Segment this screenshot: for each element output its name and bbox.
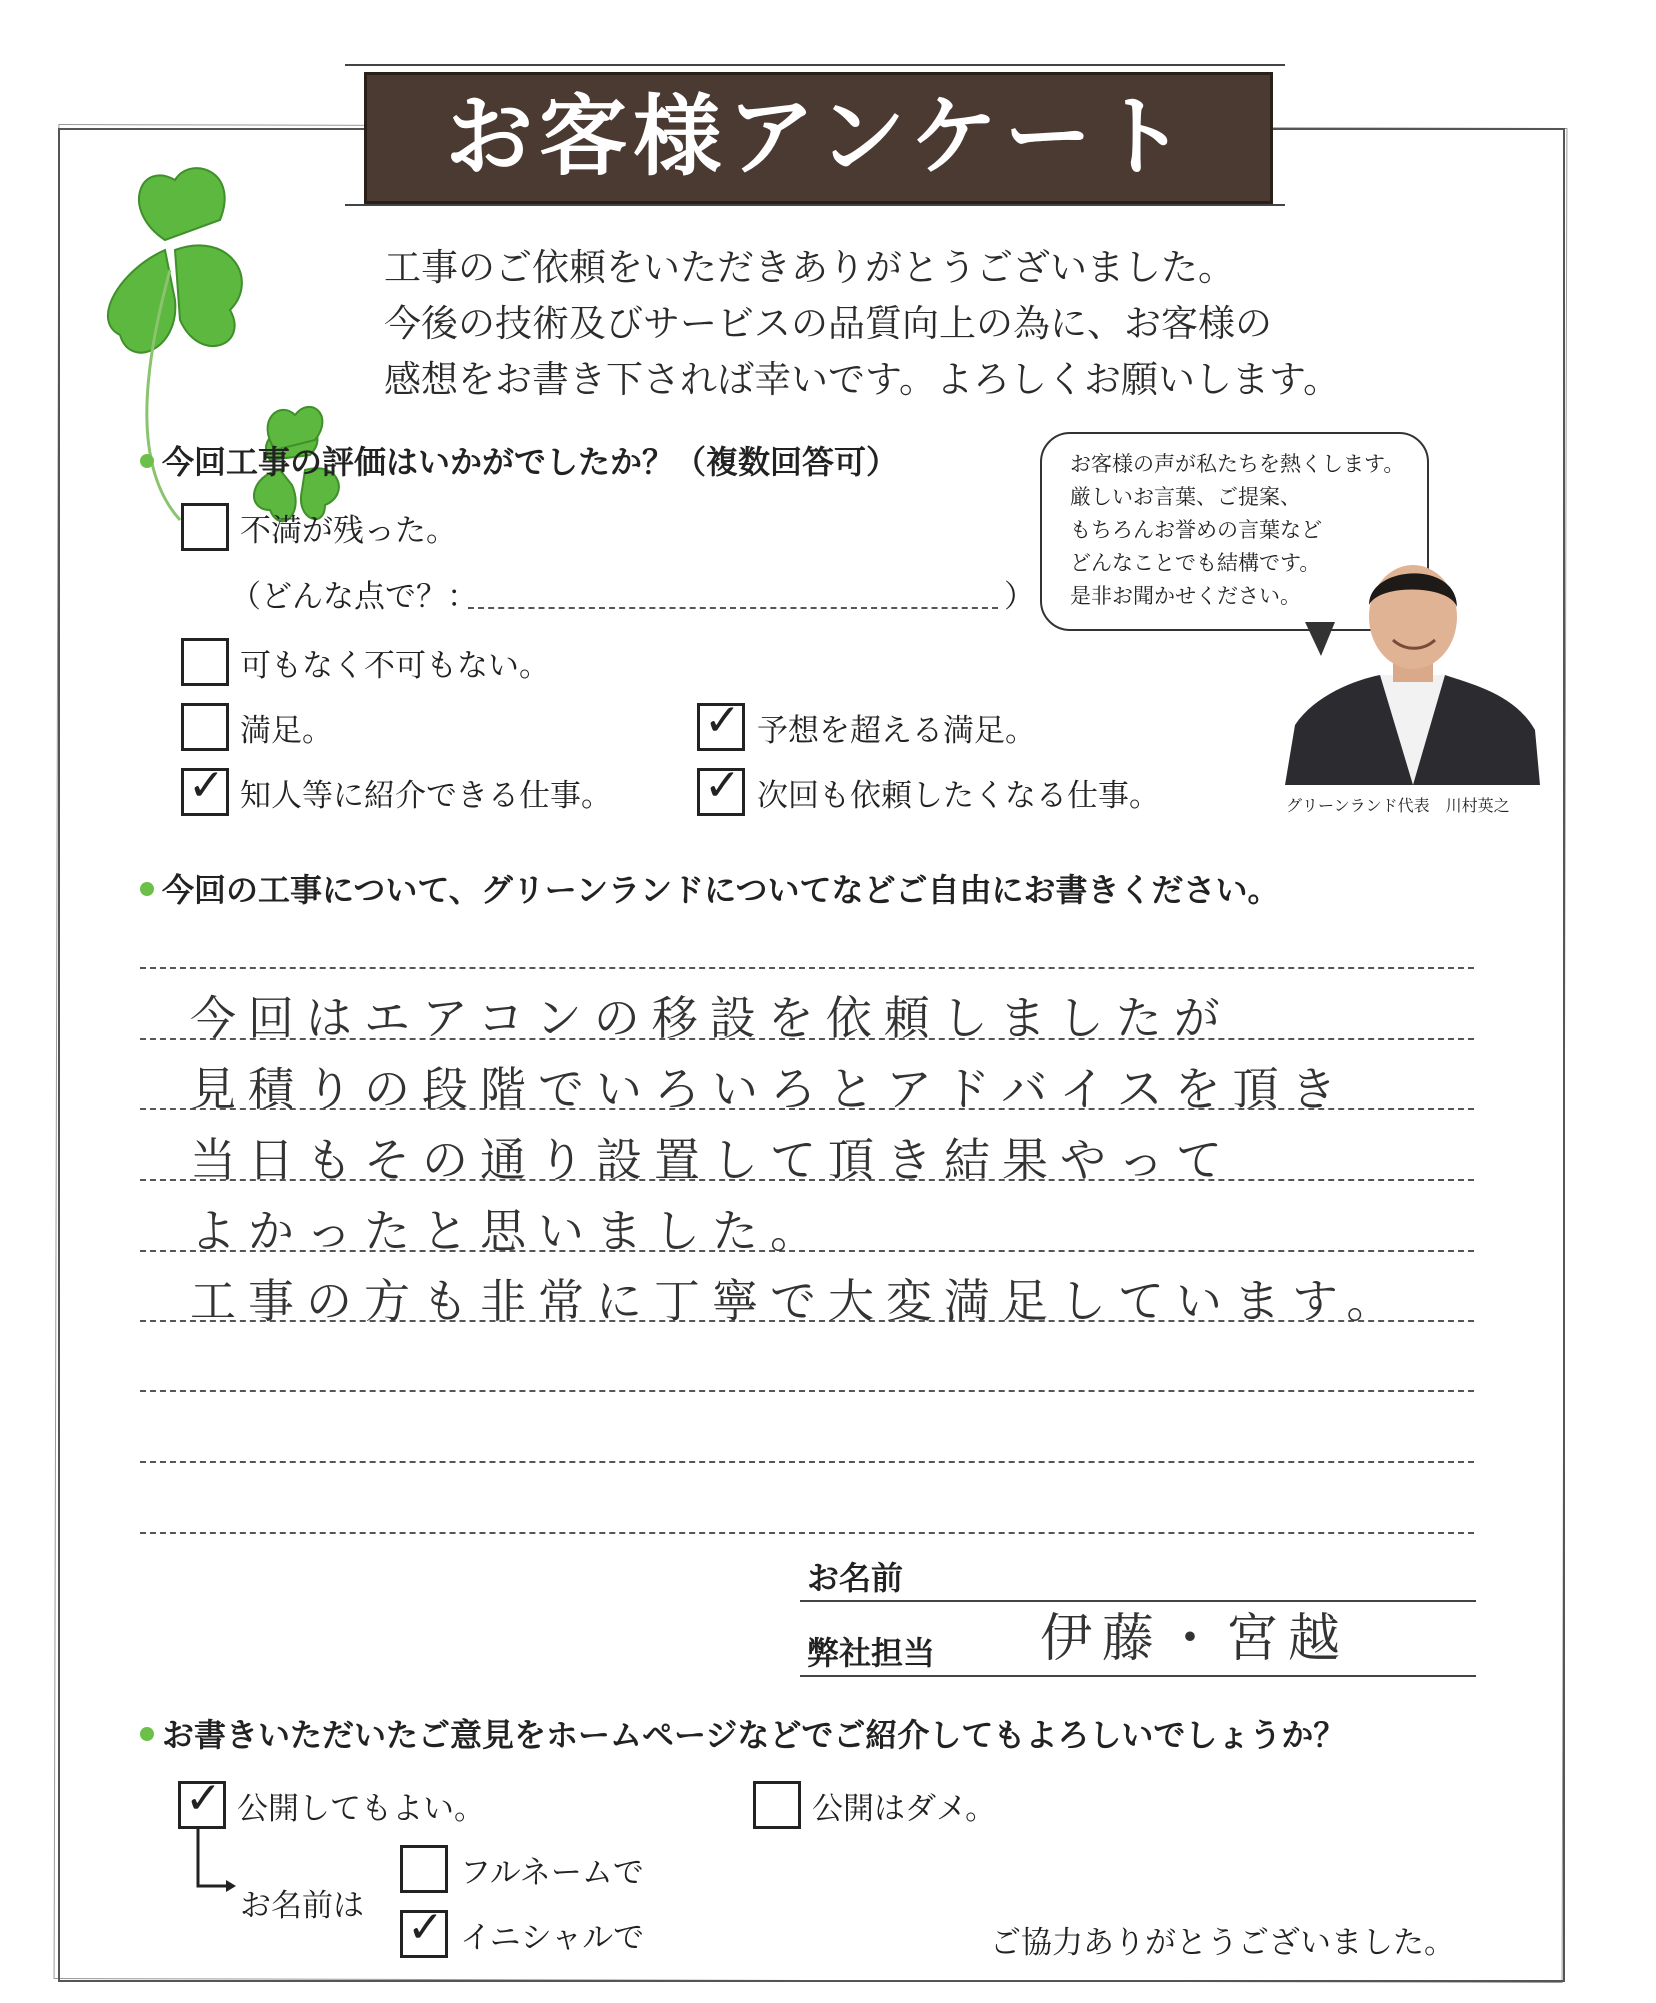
bullet-icon — [140, 1727, 154, 1741]
option-publish-ng: 公開はダメ。 — [812, 1791, 997, 1827]
answer-line — [140, 1532, 1474, 1534]
branch-arrow-icon — [190, 1826, 240, 1896]
handwritten-answer-line: 工事の方も非常に丁寧で大変満足しています。 — [190, 1274, 1405, 1328]
handwritten-answer-line: よかったと思いました。 — [190, 1204, 828, 1258]
question-2 — [140, 865, 1279, 911]
bullet-icon — [140, 882, 154, 896]
intro-line-2: 今後の技術及びサービスの品質向上の為に、お客様の — [384, 302, 1272, 345]
bubble-line-3: もちろんお誉めの言葉など — [1070, 518, 1322, 542]
checkbox-dissatisfied[interactable] — [181, 503, 229, 551]
page-title: お客様アンケート — [445, 85, 1192, 188]
check-mark-icon: ✓ — [188, 760, 225, 811]
answer-line — [140, 1390, 1474, 1392]
bubble-line-4: どんなことでも結構です。 — [1070, 551, 1321, 575]
option-full-name: フルネームで — [460, 1855, 644, 1891]
representative-photo — [1285, 545, 1540, 785]
staff-label: 弊社担当 — [807, 1634, 936, 1672]
representative-caption: グリーンランド代表 川村英之 — [1286, 796, 1510, 815]
handwritten-answer-line: 当日もその通り設置して頂き結果やって — [190, 1133, 1234, 1187]
checkbox-publish-ok[interactable] — [178, 1773, 226, 1829]
option-dissatisfied: 不満が残った。 — [240, 513, 457, 549]
check-mark-icon: ✓ — [407, 1902, 444, 1953]
check-mark-icon: ✓ — [704, 760, 741, 811]
option-publish-ok: 公開してもよい。 — [237, 1791, 485, 1827]
staff-handwritten-value: 伊藤・宮越 — [1040, 1609, 1351, 1669]
option-beyond-expectations: 予想を超える満足。 — [757, 713, 1036, 749]
check-mark-icon: ✓ — [185, 1773, 222, 1824]
checkbox-neutral[interactable] — [181, 638, 229, 686]
title-rule-bottom — [345, 204, 1285, 206]
name-is-label: お名前は — [240, 1888, 364, 1924]
question-3 — [140, 1710, 1345, 1756]
question-1-title: 今回工事の評価はいかがでしたか？（複数回答可） — [162, 443, 899, 481]
check-mark-icon: ✓ — [704, 695, 741, 746]
option-satisfied: 満足。 — [240, 713, 333, 749]
intro-text — [384, 240, 1340, 408]
answer-line — [140, 967, 1474, 969]
title-rule-top — [345, 64, 1285, 66]
checkbox-initials[interactable] — [400, 1902, 448, 1958]
bullet-icon — [140, 454, 154, 468]
handwritten-answer-line: 見積りの段階でいろいろとアドバイスを頂き — [190, 1062, 1349, 1116]
closing-thanks: ご協力ありがとうございました。 — [990, 1925, 1455, 1961]
name-label: お名前 — [807, 1559, 904, 1597]
answer-line — [140, 1461, 1474, 1463]
which-point-close: ） — [1004, 579, 1035, 615]
bubble-line-1: お客様の声が私たちを熱くします。 — [1070, 452, 1405, 476]
option-recommendable: 知人等に紹介できる仕事。 — [240, 778, 612, 814]
question-1 — [140, 437, 898, 483]
question-3-title: お書きいただいたご意見をホームページなどでご紹介してもよろしいでしょうか？ — [162, 1716, 1346, 1754]
checkbox-publish-ng[interactable] — [753, 1781, 801, 1829]
title-banner — [364, 72, 1273, 204]
bubble-line-5: 是非お聞かせください。 — [1070, 584, 1301, 608]
bubble-line-2: 厳しいお言葉、ご提案、 — [1070, 485, 1301, 509]
handwritten-answer-line: 今回はエアコンの移設を依頼しましたが — [190, 991, 1232, 1045]
checkbox-satisfied[interactable] — [181, 703, 229, 751]
staff-field[interactable] — [800, 1675, 1476, 1677]
which-point-field[interactable] — [468, 607, 998, 609]
checkbox-beyond-expectations[interactable] — [697, 695, 745, 751]
intro-line-1: 工事のご依頼をいただきありがとうございました。 — [384, 246, 1235, 289]
option-request-again: 次回も依頼したくなる仕事。 — [757, 778, 1160, 814]
option-neutral: 可もなく不可もない。 — [240, 648, 550, 684]
checkbox-full-name[interactable] — [400, 1845, 448, 1893]
option-initials: イニシャルで — [460, 1920, 645, 1956]
intro-line-3: 感想をお書き下されば幸いです。よろしくお願いします。 — [384, 358, 1341, 401]
checkbox-recommendable[interactable] — [181, 760, 229, 816]
question-2-title: 今回の工事について、グリーンランドについてなどご自由にお書きください。 — [162, 871, 1280, 909]
checkbox-request-again[interactable] — [697, 760, 745, 816]
which-point-label: （どんな点で？： — [230, 579, 478, 615]
